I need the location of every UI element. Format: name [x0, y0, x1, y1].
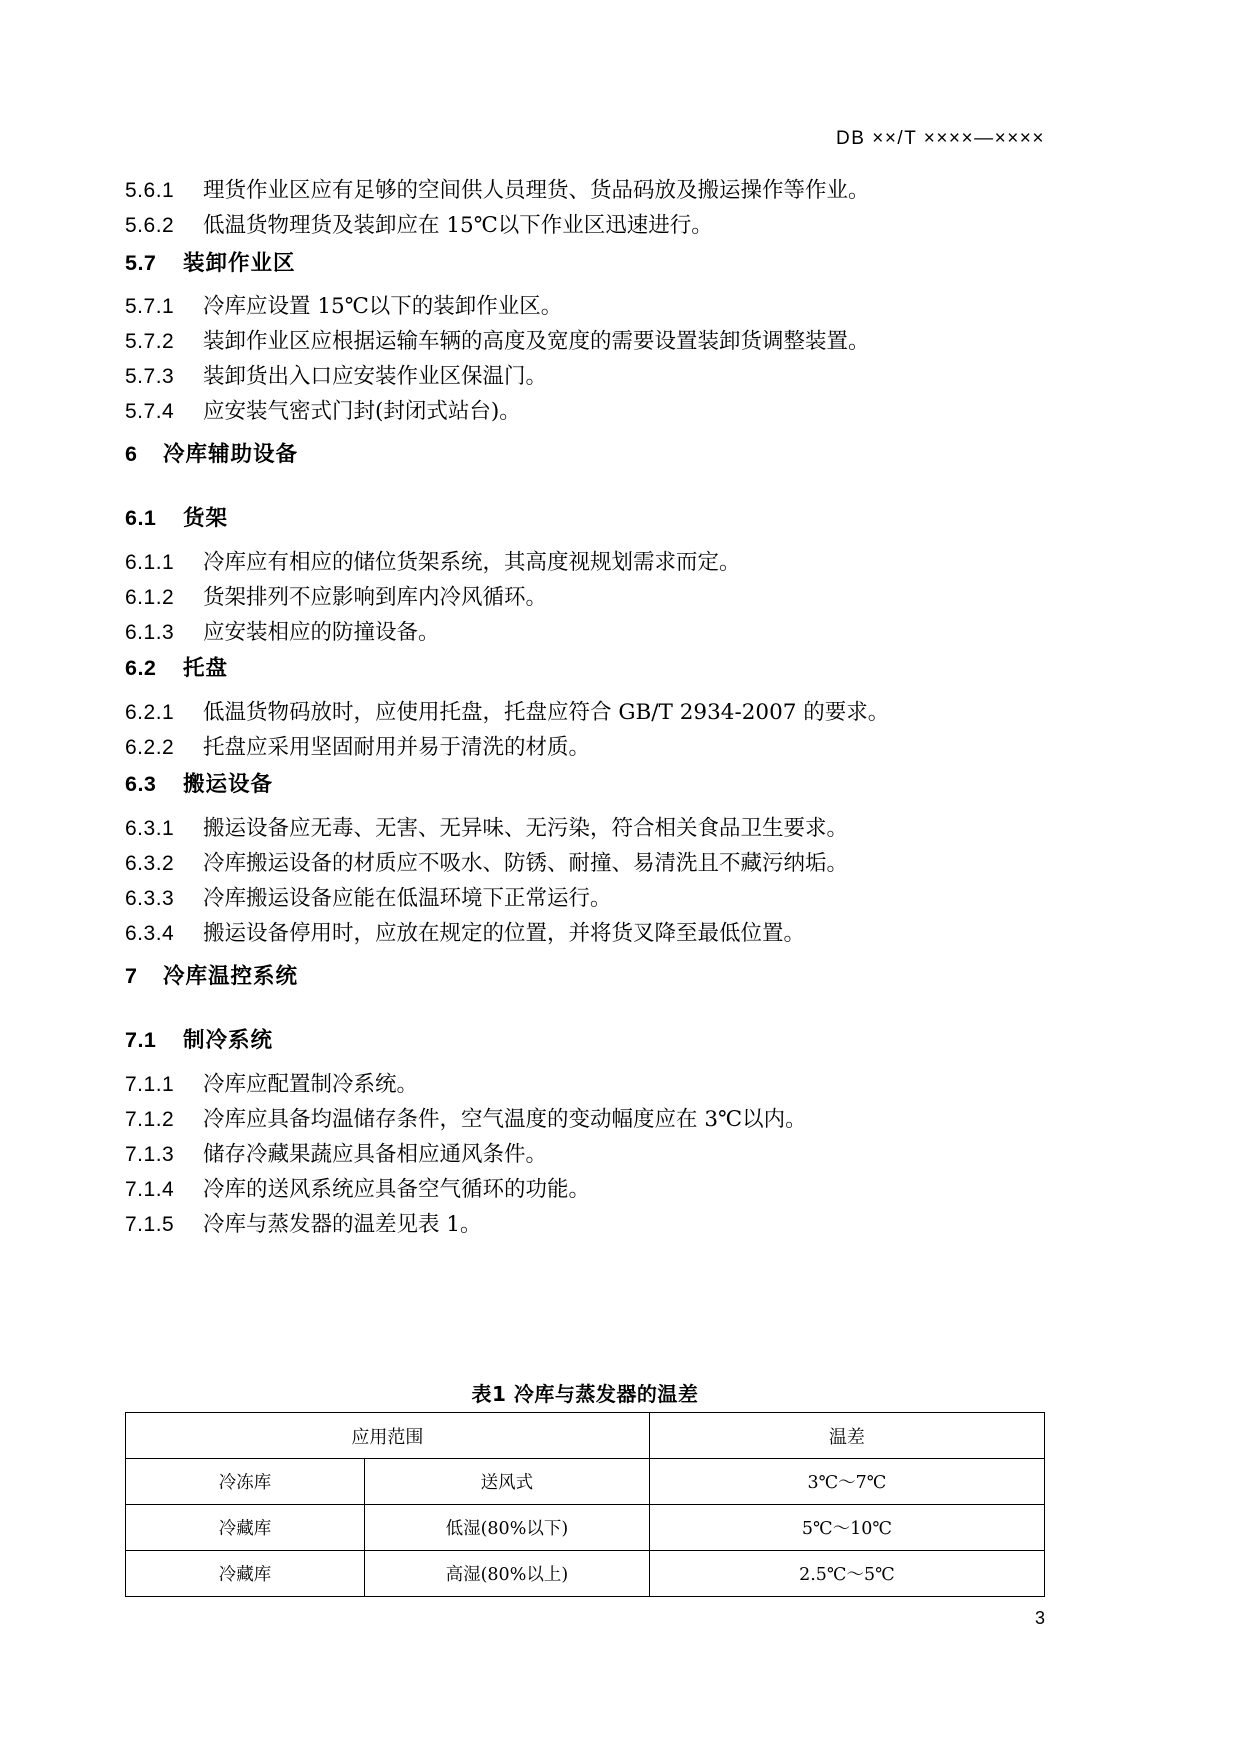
clause-6-3-4	[125, 923, 1045, 945]
clause-number: 7.1.5	[125, 1213, 175, 1236]
table-caption: 表1 冷库与蒸发器的温差	[471, 1382, 699, 1406]
table-header-row	[126, 1413, 1045, 1459]
heading-number: 6.2	[125, 656, 157, 680]
clause-text: 装卸作业区应根据运输车辆的高度及宽度的需要设置装卸货调整装置。	[203, 329, 870, 354]
clause-text: 货架排列不应影响到库内冷风循环。	[203, 585, 548, 610]
clause-text: 搬运设备应无毒、无害、无异味、无污染，符合相关食品卫生要求。	[203, 816, 849, 841]
clause-text: 装卸货出入口应安装作业区保温门。	[203, 364, 548, 389]
clause-7-1-5	[125, 1214, 1045, 1236]
clause-5-7-3	[125, 366, 1045, 388]
clause-number: 6.1.1	[125, 551, 175, 574]
cell-mode: 送风式	[364, 1459, 649, 1505]
clause-7-1-2	[125, 1109, 1045, 1131]
clause-6-2-1	[125, 702, 1045, 724]
clause-number: 5.7.1	[125, 295, 175, 318]
heading-number: 6.1	[125, 506, 157, 530]
clause-5-6-2	[125, 215, 1045, 237]
table-header-application-range: 应用范围	[126, 1413, 650, 1459]
clause-text: 冷库与蒸发器的温差见表 1。	[203, 1212, 482, 1237]
clause-text: 冷库应具备均温储存条件，空气温度的变动幅度应在 3℃以内。	[203, 1107, 807, 1132]
table-row	[126, 1551, 1045, 1597]
clause-text: 应安装气密式门封(封闭式站台)。	[203, 399, 521, 424]
heading-text: 冷库辅助设备	[163, 442, 299, 467]
temperature-difference-table	[125, 1412, 1045, 1597]
cell-storage-type: 冷藏库	[126, 1551, 365, 1597]
clause-text: 冷库应配置制冷系统。	[203, 1072, 419, 1097]
clause-text: 冷库应有相应的储位货架系统，其高度视规划需求而定。	[203, 550, 741, 575]
table-head	[126, 1413, 1045, 1459]
clause-5-7-4	[125, 401, 1045, 423]
heading-text: 冷库温控系统	[163, 964, 299, 989]
clause-number: 6.3.4	[125, 922, 175, 945]
clause-7-1-4	[125, 1179, 1045, 1201]
table-row	[126, 1505, 1045, 1551]
clause-text: 低温货物码放时，应使用托盘，托盘应符合 GB/T 2934-2007 的要求。	[203, 700, 890, 725]
clause-6-2-2	[125, 737, 1045, 759]
cell-storage-type: 冷藏库	[126, 1505, 365, 1551]
clause-7-1-3	[125, 1144, 1045, 1166]
clause-text: 低温货物理货及装卸应在 15℃以下作业区迅速进行。	[203, 213, 713, 238]
clause-text: 储存冷藏果蔬应具备相应通风条件。	[203, 1142, 548, 1167]
clause-number: 6.3.3	[125, 887, 175, 910]
clause-6-1-1	[125, 552, 1045, 574]
clause-number: 6.1.2	[125, 586, 175, 609]
running-header-standard-code: DB ××/T ××××—××××	[836, 128, 1045, 149]
clause-number: 7.1.3	[125, 1143, 175, 1166]
clause-5-7-2	[125, 331, 1045, 353]
clause-number: 5.6.2	[125, 214, 175, 237]
clause-text: 托盘应采用坚固耐用并易于清洗的材质。	[203, 735, 591, 760]
clause-6-3-1	[125, 818, 1045, 840]
cell-temperature-difference: 5℃～10℃	[649, 1505, 1044, 1551]
cell-temperature-difference: 2.5℃～5℃	[649, 1551, 1044, 1597]
clause-number: 5.7.2	[125, 330, 175, 353]
heading-7	[125, 966, 1045, 988]
clause-number: 5.6.1	[125, 179, 175, 202]
heading-text: 托盘	[183, 656, 229, 681]
clause-6-1-2	[125, 587, 1045, 609]
heading-text: 货架	[183, 506, 229, 531]
heading-number: 6	[125, 442, 138, 466]
cell-storage-type: 冷冻库	[126, 1459, 365, 1505]
clause-number: 6.2.2	[125, 736, 175, 759]
clause-number: 7.1.2	[125, 1108, 175, 1131]
clause-text: 应安装相应的防撞设备。	[203, 620, 440, 645]
clause-number: 6.1.3	[125, 621, 175, 644]
heading-number: 6.3	[125, 772, 157, 796]
cell-mode: 低湿(80%以下)	[364, 1505, 649, 1551]
heading-number: 5.7	[125, 251, 157, 275]
clause-6-3-2	[125, 853, 1045, 875]
clause-5-6-1	[125, 180, 1045, 202]
clause-5-7-1	[125, 296, 1045, 318]
clause-number: 6.2.1	[125, 701, 175, 724]
heading-6	[125, 444, 1045, 466]
clause-text: 冷库的送风系统应具备空气循环的功能。	[203, 1177, 591, 1202]
clause-7-1-1	[125, 1074, 1045, 1096]
clause-number: 5.7.3	[125, 365, 175, 388]
heading-5-7	[125, 253, 1045, 275]
heading-text: 搬运设备	[183, 772, 274, 797]
cell-mode: 高湿(80%以上)	[364, 1551, 649, 1597]
page-number: 3	[1034, 1608, 1045, 1628]
heading-number: 7	[125, 964, 138, 988]
clause-text: 冷库搬运设备的材质应不吸水、防锈、耐撞、易清洗且不藏污纳垢。	[203, 851, 849, 876]
cell-temperature-difference: 3℃～7℃	[649, 1459, 1044, 1505]
clause-text: 理货作业区应有足够的空间供人员理货、货品码放及搬运操作等作业。	[203, 178, 870, 203]
table-body	[126, 1459, 1045, 1597]
heading-text: 装卸作业区	[183, 251, 296, 276]
clause-text: 搬运设备停用时，应放在规定的位置，并将货叉降至最低位置。	[203, 921, 806, 946]
heading-text: 制冷系统	[183, 1028, 274, 1053]
clause-text: 冷库应设置 15℃以下的装卸作业区。	[203, 294, 563, 319]
table-row	[126, 1459, 1045, 1505]
clause-number: 5.7.4	[125, 400, 175, 423]
heading-6-3	[125, 774, 1045, 796]
clause-number: 6.3.1	[125, 817, 175, 840]
clause-6-1-3	[125, 622, 1045, 644]
clause-number: 7.1.4	[125, 1178, 175, 1201]
heading-7-1	[125, 1030, 1045, 1052]
clause-6-3-3	[125, 888, 1045, 910]
clause-text: 冷库搬运设备应能在低温环境下正常运行。	[203, 886, 612, 911]
heading-6-2	[125, 658, 1045, 680]
heading-number: 7.1	[125, 1028, 157, 1052]
table-header-temperature-difference: 温差	[649, 1413, 1044, 1459]
clause-number: 6.3.2	[125, 852, 175, 875]
clause-number: 7.1.1	[125, 1073, 175, 1096]
heading-6-1	[125, 508, 1045, 530]
